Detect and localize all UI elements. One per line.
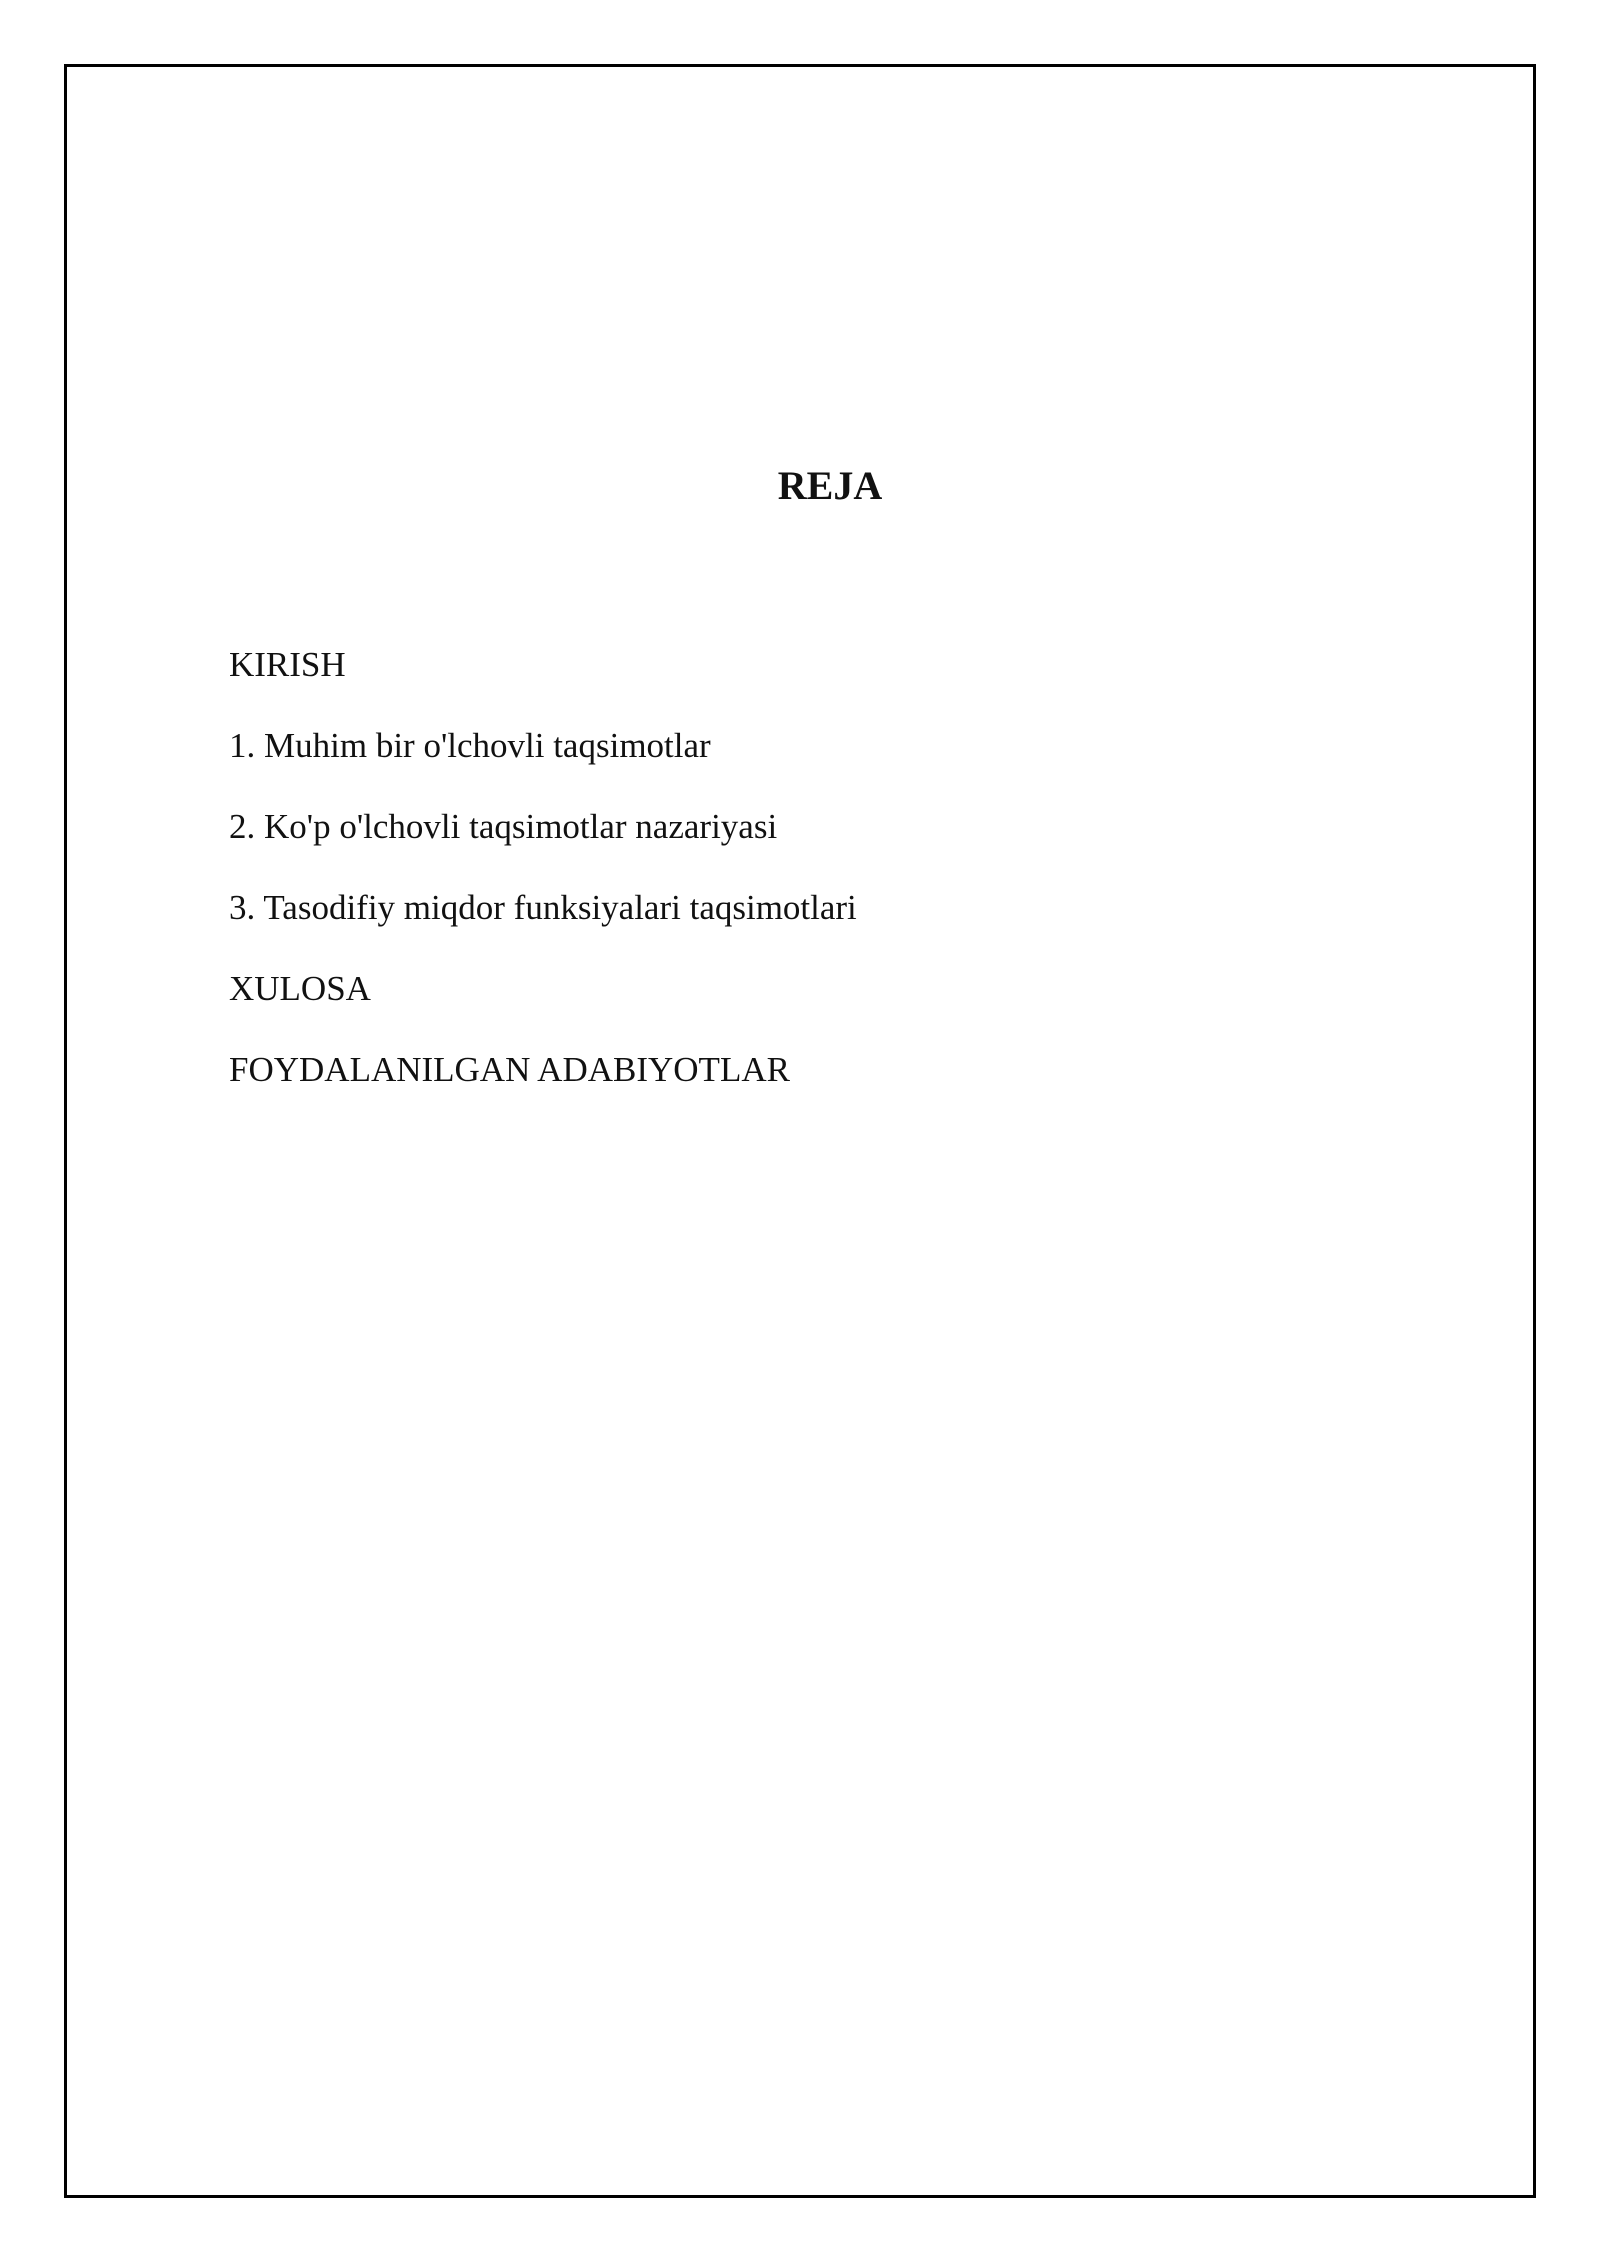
toc-item-1: 1. Muhim bir o'lchovli taqsimotlar <box>229 726 711 765</box>
toc-item-3: 3. Tasodifiy miqdor funksiyalari taqsimotlari <box>229 888 857 927</box>
page-border <box>64 64 1536 2198</box>
toc-item-2: 2. Ko'p o'lchovli taqsimotlar nazariyasi <box>229 807 778 846</box>
toc-item-conclusion: XULOSA <box>229 969 371 1008</box>
table-of-contents <box>229 644 857 1130</box>
page-title: REJA <box>777 463 883 508</box>
toc-item-introduction: KIRISH <box>229 645 346 684</box>
toc-item-references: FOYDALANILGAN ADABIYOTLAR <box>229 1050 790 1089</box>
